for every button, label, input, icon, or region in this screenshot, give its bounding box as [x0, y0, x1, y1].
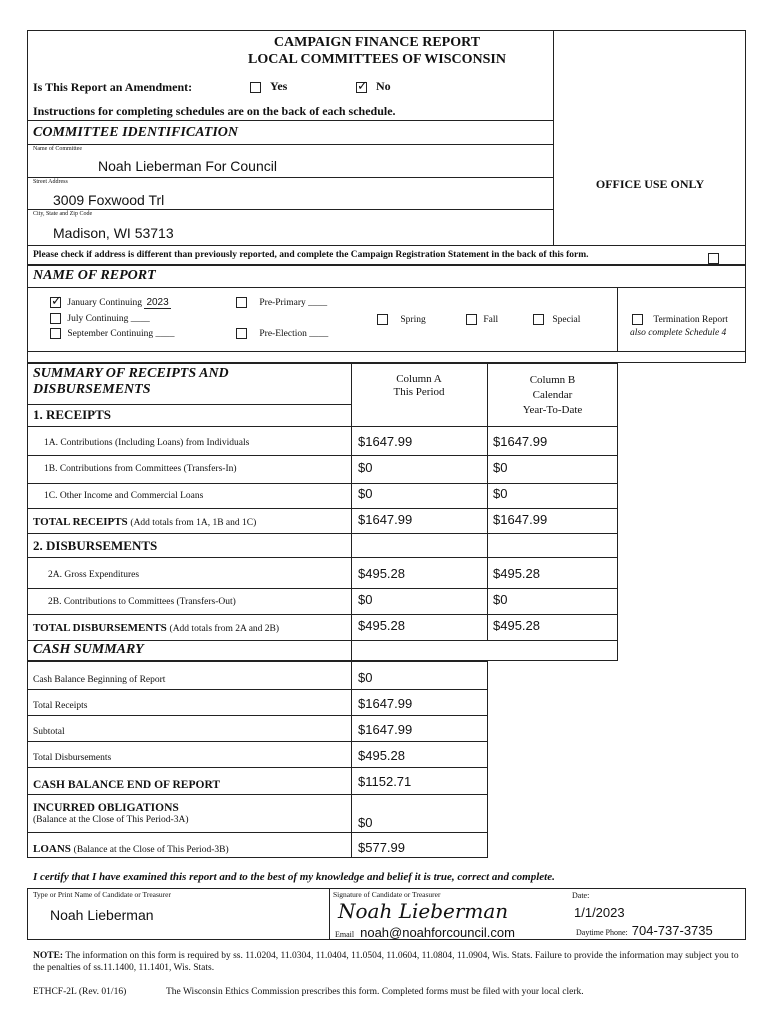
- fall-label: Fall: [483, 314, 499, 325]
- july-checkbox[interactable]: [50, 313, 61, 324]
- summary-heading: [33, 366, 229, 398]
- city-value[interactable]: Madison, WI 53713: [53, 225, 174, 241]
- january-label: January Continuing: [67, 298, 143, 308]
- incurred-value[interactable]: $0: [358, 815, 373, 830]
- street-label: Street Address: [33, 179, 68, 185]
- fall-checkbox[interactable]: [466, 314, 477, 325]
- phone-field[interactable]: [576, 922, 713, 940]
- committee-name-label: Name of Committee: [33, 146, 82, 152]
- address-change-text: Please check if address is different than previously reported, and complete the Campaign Registration Statement in the back of this form.: [33, 250, 589, 260]
- row-2a-label: 2A. Gross Expenditures: [48, 570, 140, 580]
- date-label: Date:: [572, 891, 590, 900]
- disbursements-heading: 2. DISBURSEMENTS: [33, 538, 158, 553]
- amendment-label: Is This Report an Amendment:: [33, 80, 193, 94]
- amendment-yes-checkbox[interactable]: [250, 82, 261, 93]
- form-id: ETHCF-2L (Rev. 01/16): [33, 987, 127, 997]
- incurred-title: INCURRED OBLIGATIONS: [33, 802, 179, 814]
- cash-summary-heading: CASH SUMMARY: [33, 642, 144, 657]
- spring-option[interactable]: [377, 314, 426, 325]
- cash-end-value[interactable]: $1152.71: [358, 774, 412, 789]
- termination-option[interactable]: [632, 314, 728, 325]
- pre-election-option[interactable]: [236, 328, 328, 339]
- column-a-header: [351, 373, 487, 399]
- col-a-title: Column A: [396, 373, 442, 385]
- september-option[interactable]: [50, 328, 175, 339]
- row-1a-label: 1A. Contributions (Including Loans) from Individuals: [44, 438, 250, 448]
- total-disbursements-label: [33, 622, 279, 634]
- row-1c-label: 1C. Other Income and Commercial Loans: [44, 491, 204, 501]
- termination-note: also complete Schedule 4: [630, 328, 727, 338]
- row-2b-label: 2B. Contributions to Committees (Transfers-Out): [48, 597, 236, 607]
- spring-label: Spring: [400, 314, 426, 325]
- january-year[interactable]: 2023: [146, 297, 169, 308]
- col-b-subtitle1: Calendar: [532, 389, 573, 401]
- spring-checkbox[interactable]: [377, 314, 388, 325]
- total-disb-col-b[interactable]: $495.28: [493, 618, 540, 633]
- total-receipts-note: (Add totals from 1A, 1B and 1C): [130, 518, 257, 528]
- fall-option[interactable]: [466, 314, 498, 325]
- email-field[interactable]: [335, 924, 515, 942]
- cash-disb-value[interactable]: $495.28: [358, 748, 405, 763]
- committee-name-value[interactable]: Noah Lieberman For Council: [98, 158, 277, 174]
- amendment-no-label: No: [376, 79, 391, 93]
- form-title: [27, 34, 727, 68]
- cash-begin-value[interactable]: $0: [358, 670, 373, 685]
- july-option[interactable]: [50, 313, 150, 324]
- amendment-no-checkbox[interactable]: [356, 82, 367, 93]
- col-b-subtitle2: Year-To-Date: [522, 404, 583, 416]
- pre-election-checkbox[interactable]: [236, 328, 247, 339]
- pre-election-label: Pre-Election ____: [259, 328, 329, 339]
- column-b-header: [487, 373, 618, 418]
- row-1c-col-a[interactable]: $0: [358, 486, 373, 501]
- phone-value[interactable]: 704-737-3735: [631, 923, 713, 938]
- total-disb-title: TOTAL DISBURSEMENTS: [33, 622, 167, 634]
- street-value[interactable]: 3009 Foxwood Trl: [53, 192, 165, 208]
- certification-text: I certify that I have examined this report and to the best of my knowledge and belief it is true, correct and complete.: [33, 871, 555, 883]
- email-label: Email: [335, 930, 355, 939]
- cash-end-label: CASH BALANCE END OF REPORT: [33, 779, 221, 791]
- amendment-no[interactable]: [356, 79, 391, 94]
- amendment-yes-label: Yes: [270, 79, 288, 93]
- office-use-label: OFFICE USE ONLY: [595, 177, 705, 191]
- committee-heading: COMMITTEE IDENTIFICATION: [33, 125, 238, 140]
- report-name-heading: NAME OF REPORT: [33, 268, 156, 283]
- cash-receipts-label: Total Receipts: [33, 701, 88, 711]
- total-receipts-title: TOTAL RECEIPTS: [33, 516, 128, 528]
- col-b-title: Column B: [529, 374, 576, 386]
- row-1b-label: 1B. Contributions from Committees (Transfers-In): [44, 464, 237, 474]
- phone-label: Daytime Phone:: [576, 928, 628, 937]
- january-checkbox[interactable]: [50, 297, 61, 308]
- special-option[interactable]: [533, 314, 580, 325]
- city-label: City, State and Zip Code: [33, 211, 93, 217]
- summary-heading-line2: DISBURSEMENTS: [33, 382, 151, 397]
- print-name-label: Type or Print Name of Candidate or Treasurer: [33, 890, 171, 899]
- termination-label: Termination Report: [653, 314, 728, 325]
- pre-primary-label: Pre-Primary ____: [259, 297, 328, 308]
- signature-value[interactable]: Noah Lieberman: [338, 899, 509, 923]
- signature-label: Signature of Candidate or Treasurer: [333, 890, 441, 899]
- cash-subtotal-value[interactable]: $1647.99: [358, 722, 413, 737]
- loans-title: LOANS: [33, 843, 71, 855]
- september-label: September Continuing ____: [67, 328, 175, 339]
- col-a-subtitle: This Period: [393, 386, 445, 398]
- row-1c-col-b[interactable]: $0: [493, 486, 508, 501]
- row-1a-col-a[interactable]: $1647.99: [358, 434, 413, 449]
- note-text: The information on this form is required by ss. 11.0204, 11.0304, 11.0404, 11.0504, 11.0604, 11.0804, 11.0904, Wis. Stats. Failure to provide the information may subject you to the penalties of ss.11.1400, 11.1401, Wis. Stats.: [33, 951, 739, 973]
- special-checkbox[interactable]: [533, 314, 544, 325]
- cash-disb-label: Total Disbursements: [33, 753, 112, 763]
- row-1a-col-b[interactable]: $1647.99: [493, 434, 548, 449]
- total-disb-col-a[interactable]: $495.28: [358, 618, 405, 633]
- january-option[interactable]: [50, 297, 171, 308]
- incurred-label: [33, 802, 188, 826]
- loans-note: (Balance at the Close of This Period-3B): [73, 845, 229, 855]
- loans-value[interactable]: $577.99: [358, 840, 405, 855]
- september-checkbox[interactable]: [50, 328, 61, 339]
- print-name-value[interactable]: Noah Lieberman: [50, 907, 154, 923]
- title-line-2: LOCAL COMMITTEES OF WISCONSIN: [248, 52, 506, 67]
- amendment-yes[interactable]: [250, 79, 287, 94]
- title-line-1: CAMPAIGN FINANCE REPORT: [273, 35, 481, 50]
- special-label: Special: [552, 314, 581, 325]
- incurred-note: (Balance at the Close of This Period-3A): [33, 815, 189, 825]
- pre-primary-checkbox[interactable]: [236, 297, 247, 308]
- instructions-text: Instructions for completing schedules are on the back of each schedule.: [33, 104, 396, 118]
- total-disb-note: (Add totals from 2A and 2B): [169, 624, 280, 634]
- row-2b-col-b[interactable]: $0: [493, 592, 508, 607]
- loans-label: [33, 843, 229, 855]
- row-1b-col-b[interactable]: $0: [493, 460, 508, 475]
- receipts-heading: 1. RECEIPTS: [33, 407, 112, 422]
- note-label: NOTE:: [33, 951, 64, 961]
- summary-heading-line1: SUMMARY OF RECEIPTS AND: [33, 366, 229, 381]
- date-value[interactable]: 1/1/2023: [574, 905, 625, 920]
- email-value[interactable]: noah@noahforcouncil.com: [360, 925, 515, 940]
- footer-note: [33, 950, 745, 974]
- total-receipts-label: [33, 516, 256, 528]
- total-receipts-col-b[interactable]: $1647.99: [493, 512, 548, 527]
- row-2b-col-a[interactable]: $0: [358, 592, 373, 607]
- prescribes-text: The Wisconsin Ethics Commission prescribes this form. Completed forms must be filed with your local clerk.: [166, 987, 584, 997]
- termination-checkbox[interactable]: [632, 314, 643, 325]
- row-2a-col-a[interactable]: $495.28: [358, 566, 405, 581]
- row-2a-col-b[interactable]: $495.28: [493, 566, 540, 581]
- row-1b-col-a[interactable]: $0: [358, 460, 373, 475]
- total-receipts-col-a[interactable]: $1647.99: [358, 512, 413, 527]
- cash-subtotal-label: Subtotal: [33, 727, 65, 737]
- july-label: July Continuing ____: [67, 313, 150, 324]
- cash-receipts-value[interactable]: $1647.99: [358, 696, 413, 711]
- cash-begin-label: Cash Balance Beginning of Report: [33, 675, 166, 685]
- pre-primary-option[interactable]: [236, 297, 327, 308]
